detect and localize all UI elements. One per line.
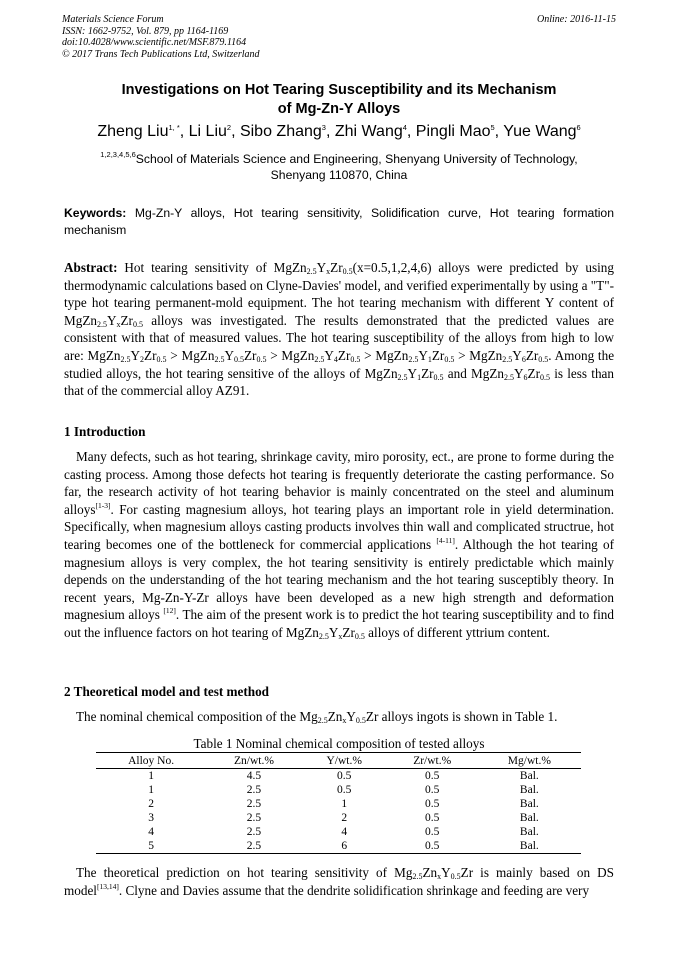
author-affil-sup: 6 <box>576 123 581 132</box>
section-heading: 1 Introduction <box>64 424 146 439</box>
table-cell: 0.5 <box>425 798 440 810</box>
section2-intro <box>64 708 614 726</box>
author-name: Sibo Zhang <box>239 123 322 140</box>
abstract-text: Y <box>324 347 334 363</box>
sub: x <box>326 267 331 276</box>
author-affil-sup: 1, * <box>168 123 180 132</box>
sub: 0.5 <box>355 716 366 725</box>
table-cell: 0.5 <box>337 770 352 782</box>
body-text: Y <box>346 709 356 724</box>
sub: 2.5 <box>96 319 107 329</box>
abstract-text: (x=0.5,1,2,4,6) alloys were predicted by using thermodynamic calculations based on Clyne-Davies' model, and verified experimentally by using a "T"-type hot tearing permanent-mold equipment. The hot tearing mechanism with different Y content of MgZn <box>64 260 614 328</box>
body-text: Many defects, such as hot tearing, shrinkage cavity, miro porosity, ect., are prone to forme during the casting process. Among those defects hot tearing is frequently deteriorate the casting performance. So far, the research activity of hot tearing behavior is mainly concentrated on the steel and aluminum alloys <box>64 449 614 517</box>
table-header-cell: Zn/wt.% <box>206 753 302 769</box>
abstract-text: > MgZn <box>360 347 409 363</box>
abstract: Abstract: Hot tearing sensitivity of $MgZn_{2.5}Y_xZr_{0.5}(x=0.5,1,2,4,6)$ alloys were predicted by using thermodynamic calculations based on Clyne-Davies' model, and verified experimentally by using a "T"-type hot tearing permanent-mold equipment. The hot tearing mechanism with different Y content of $MgZn_{2.5}Y_xZr_{0.5}$ alloys was investigated. The results demonstrated that the predicted values are consistent with that of measured values. The hot tearing susceptibility of the alloys from high to low are: $MgZn_{2.5}Y_2Zr_{0.5}$ > $MgZn_{2.5}Y_{0.5}Zr_{0.5}$ > $MgZn_{2.5}Y_4Zr_{0.5}$ > $MgZn_{2.5}Y_1Zr_{0.5}$ > $MgZn_{2.5}Y_6Zr_{0.5}$. Among the studied alloys, the hot tearing sensitive of the alloys of $MgZn_{2.5}Y_1Zr_{0.5}$ and $MgZn_{2.5}Y_6Zr_{0.5}$ is less than that of the commercial alloy AZ91. <box>64 260 615 399</box>
abstract-text: Zr <box>421 365 434 381</box>
sub: 0.5 <box>450 872 461 881</box>
body-text: Y <box>441 865 451 880</box>
journal-header <box>62 14 260 60</box>
table-cell: 0.5 <box>387 839 478 854</box>
sub: 0.5 <box>233 354 244 364</box>
body-text: . Clyne and Davies assume that the dendrite solidification shrinkage and feeding are very <box>118 882 590 898</box>
abstract-text: Zr <box>120 312 133 328</box>
table-cell: 2.5 <box>246 812 262 824</box>
citation: [13,14] <box>96 881 119 891</box>
sub: 0.5 <box>433 372 444 382</box>
abstract-text: Zr <box>337 347 351 363</box>
table-cell: 0.5 <box>425 826 440 838</box>
abstract-text: alloys was investigated. The results demonstrated that the predicted values are consistent with that of measured values. The hot tearing susceptibility of the alloys from high to low are: MgZn <box>64 312 614 363</box>
abstract-text: is less than that of the commercial alloy AZ91. <box>64 365 614 399</box>
author-affil-sup: 5 <box>490 123 495 132</box>
author-name: Zhi Wang <box>334 123 403 140</box>
body-text: Y <box>328 624 339 640</box>
sub: x <box>338 631 343 641</box>
affiliation-line-2: Shenyang 110870, China <box>270 168 408 182</box>
table-cell: 0.5 <box>425 770 440 782</box>
sub: 2.5 <box>318 631 329 641</box>
sub: 2.5 <box>502 354 513 364</box>
table-cell: Bal. <box>519 812 539 824</box>
abstract-text: Zr <box>330 260 343 275</box>
table-caption: Table 1 Nominal chemical composition of tested alloys <box>193 736 485 751</box>
table-cell: 2.5 <box>246 798 262 810</box>
abstract-text: Y <box>130 347 141 363</box>
author-name: Pingli Mao <box>415 123 491 140</box>
body-text: Zr is mainly based on DS model <box>64 865 614 898</box>
author-affil-sup: 4 <box>402 123 407 132</box>
table-cell: Bal. <box>519 826 539 838</box>
keywords <box>64 205 614 239</box>
copyright: © 2017 Trans Tech Publications Ltd, Switzerland <box>62 48 260 60</box>
online-date: Online: 2016-11-15 <box>537 14 616 25</box>
table-cell: Bal. <box>519 798 539 810</box>
table-cell: 4.5 <box>246 770 262 782</box>
abstract-text: and MgZn <box>443 365 505 381</box>
abstract-text: Y <box>224 347 234 363</box>
abstract-text: Zr <box>525 347 539 363</box>
sub: 0.5 <box>256 354 267 364</box>
doi: doi:10.4028/www.scientific.net/MSF.879.1164 <box>62 37 247 48</box>
abstract-text: Y <box>316 260 327 275</box>
abstract-text: Y <box>514 365 524 381</box>
sub: 2 <box>140 354 145 364</box>
table-header-cell: Alloy No. <box>96 753 206 769</box>
table-cell: Bal. <box>519 770 539 782</box>
abstract-text: Y <box>418 347 428 363</box>
journal-name: Materials Science Forum <box>62 14 164 25</box>
table-row <box>96 839 581 854</box>
affiliation-sup: 1,2,3,4,5,6 <box>100 150 136 159</box>
table-cell: 2.5 <box>206 839 302 854</box>
table-cell: 2 <box>341 812 348 824</box>
citation: [4-11] <box>436 535 455 545</box>
sub: 2.5 <box>120 354 131 364</box>
table-cell: 0.5 <box>425 812 440 824</box>
body-text: The theoretical prediction on hot tearing sensitivity of Mg <box>76 865 413 880</box>
author-affil-sup: 3 <box>321 123 326 132</box>
abstract-text: > MgZn <box>266 347 315 363</box>
abstract-text: Zr <box>431 347 445 363</box>
sub: 2.5 <box>397 372 408 382</box>
sub: 0.5 <box>342 267 353 276</box>
table-cell: 0.5 <box>337 784 352 796</box>
author-list: Zheng Liu$^{1, *}$, Li Liu$^2$, Sibo Zhang$^3$, Zhi Wang$^4$, Pingli Mao$^5$, Yue Wang$^6$ <box>97 123 581 140</box>
table-cell: 6 <box>302 839 387 854</box>
table-cell: 5 <box>96 839 206 854</box>
abstract-text: > MgZn <box>166 347 215 363</box>
table-row <box>96 797 581 811</box>
sub: x <box>342 716 347 725</box>
abstract-text: > <box>454 347 466 363</box>
sub: x <box>437 872 442 881</box>
author-name: Yue Wang <box>503 123 577 140</box>
table-cell: 1 <box>341 798 348 810</box>
body-text: The nominal chemical composition of the Mg <box>76 709 318 724</box>
table-header-cell: Zr/wt.% <box>387 753 478 769</box>
body-text: Zn <box>327 709 343 724</box>
paper-title <box>0 81 678 119</box>
sub: 0.5 <box>354 631 365 641</box>
table-cell: 2 <box>148 798 154 810</box>
body-text: . The aim of the present work is to predict the hot tearing susceptibility and to find out the influence factors on hot tearing of MgZn <box>64 607 614 640</box>
abstract-text: Y <box>512 347 522 363</box>
abstract-text: Hot tearing sensitivity of MgZn <box>124 260 307 275</box>
table-row <box>96 769 581 784</box>
abstract-label: Abstract: <box>64 260 118 275</box>
table-header-cell: Mg/wt.% <box>478 753 581 769</box>
table-cell: 4 <box>341 826 348 838</box>
sub: 1 <box>427 354 432 364</box>
sub: 2.5 <box>412 872 423 881</box>
sub: 4 <box>333 354 338 364</box>
title-line-2: of Mg-Zn-Y Alloys <box>277 101 401 117</box>
sub: 1 <box>417 372 422 382</box>
sub: 6 <box>523 372 528 382</box>
body-text: . For casting magnesium alloys, hot tearing plays an important role in yield determination. Specifically, when magnesium alloys casting products involves thin wall and complicated structrue, hot tearing becomes one of the bottleneck for commercial applications <box>64 501 614 552</box>
table-cell: 1 <box>148 770 154 782</box>
abstract-text: Zr <box>144 347 157 363</box>
table-cell: 1 <box>148 784 154 796</box>
sub: 2.5 <box>504 372 515 382</box>
abstract-text: Zr <box>243 347 257 363</box>
table-row <box>96 811 581 825</box>
author-name: Li Liu <box>188 123 227 140</box>
affiliation-line-1: School of Materials Science and Engineering, Shenyang University of Technology, <box>135 152 578 166</box>
table-row <box>96 783 581 797</box>
table-cell: Bal. <box>478 839 581 854</box>
table-cell: 0.5 <box>425 784 440 796</box>
sub: 2.5 <box>408 354 419 364</box>
prediction-paragraph <box>64 864 614 899</box>
citation: [12] <box>163 606 176 616</box>
author-name: Zheng Liu <box>97 123 169 140</box>
section-heading: 2 Theoretical model and test method <box>64 684 270 699</box>
sub: 2.5 <box>214 354 225 364</box>
introduction-paragraph <box>64 448 614 642</box>
title-line-1: Investigations on Hot Tearing Susceptibility and its Mechanism <box>121 82 557 98</box>
citation: [1-3] <box>95 500 111 510</box>
body-text: Zn <box>422 865 438 880</box>
table-cell: Bal. <box>519 784 539 796</box>
table-cell: 2.5 <box>246 826 262 838</box>
body-text: . Although the hot tearing of magnesium alloys is very complex, the hot tearing sensitivity is entirely predictable which mainly depends on the understanding of the hot tearing mechanism and the hot tearing susceptibly theory. In recent years, Mg-Zn-Y-Zr alloys have been developed as a new high strength and deformation magnesium alloys <box>64 536 614 623</box>
sub: 0.5 <box>538 354 549 364</box>
table-cell: 2.5 <box>246 784 262 796</box>
sub: 2.5 <box>306 267 317 276</box>
body-text: alloys of different yttrium content. <box>364 624 550 640</box>
abstract-text: . Among the studied alloys, the hot tearing sensitive of the alloys of MgZn <box>64 347 615 381</box>
body-text: Zr alloys ingots is shown in Table 1. <box>365 709 558 724</box>
keywords-text: Mg-Zn-Y alloys, Hot tearing sensitivity, Solidification curve, Hot tearing formation mechanism <box>64 206 614 237</box>
sub: 2.5 <box>314 354 325 364</box>
table-header-cell: Y/wt.% <box>302 753 387 769</box>
abstract-text: Y <box>106 312 117 328</box>
abstract-text: Zr <box>527 365 540 381</box>
table-cell: 3 <box>148 812 154 824</box>
sub: 6 <box>521 354 526 364</box>
sub: 0.5 <box>444 354 455 364</box>
body-text: Zr <box>342 624 355 640</box>
issn: ISSN: 1662-9752, Vol. 879, pp 1164-1169 <box>62 25 229 37</box>
sub: 2.5 <box>317 716 328 725</box>
affiliation <box>40 151 638 183</box>
table-row <box>96 825 581 839</box>
sub: 0.5 <box>156 354 167 364</box>
sub: 0.5 <box>350 354 361 364</box>
abstract-text: Y <box>407 365 418 381</box>
table-header-row <box>96 753 581 769</box>
sub: x <box>116 319 121 329</box>
sub: 0.5 <box>540 372 550 382</box>
composition-table <box>96 752 581 854</box>
sub: 0.5 <box>132 319 143 329</box>
table-cell: 4 <box>148 826 154 838</box>
author-affil-sup: 2 <box>226 123 232 132</box>
keywords-label: Keywords: <box>64 206 127 220</box>
